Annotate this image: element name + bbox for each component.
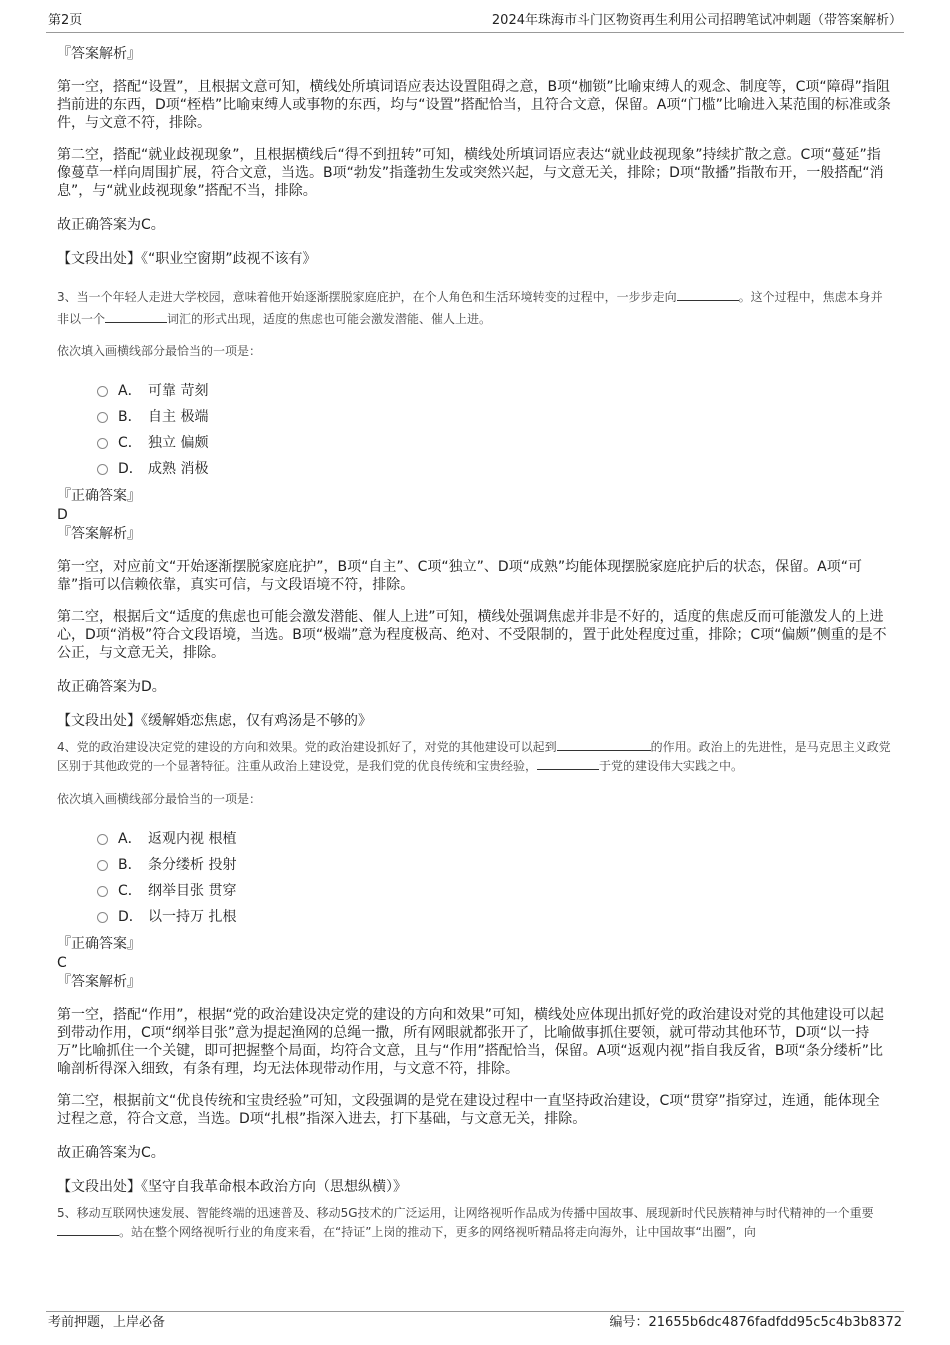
q2-source: 【文段出处】《“职业空窗期”歧视不该有》 [57, 251, 317, 267]
q3-analysis-label: 『答案解析』 [57, 526, 141, 542]
q3-option-d[interactable]: D． 成熟 消极 [97, 456, 892, 482]
q4-analysis-p1: 第一空，搭配“作用”，根据“党的政治建设决定党的建设的方向和效果”可知，横线处应体现出抓好党的政治建设对党的其他建设可以起到带动作用，C项“纲举目张”意为提起渔网的总绳一撒，所有网眼就都张开了，比喻做事抓住要领，就可带动其他环节，D项“以一持万”比喻抓住一个关键，即可把握整个局面，均符合文意，且与“作用”搭配恰当，保留。A项“返观内视”指自我反省，B项“条分缕析”比喻剖析得深入细致，有条有理，均无法体现带动作用，与文意不符，排除。 [57, 1007, 885, 1077]
q3-blank-1 [677, 288, 739, 301]
q4-answer: C [57, 955, 67, 971]
q3-answer-label: 『正确答案』 [57, 488, 141, 504]
q3-options [97, 378, 892, 482]
q3-prompt: 依次填入画横线部分最恰当的一项是： [57, 344, 262, 358]
q4-conclusion: 故正确答案为C。 [57, 1145, 165, 1161]
q3-option-a[interactable]: A． 可靠 苛刻 [97, 378, 892, 404]
page-number: 第2页 [48, 13, 83, 28]
q3-option-b[interactable]: B． 自主 极端 [97, 404, 892, 430]
radio-icon[interactable] [97, 886, 108, 897]
q3-analysis-p2: 第二空，根据后文“适度的焦虑也可能会激发潜能、催人上进”可知，横线处强调焦虑并非是不好的，适度的焦虑反而可能激发人的上进心，D项“消极”符合文段语境，当选。B项“极端”意为程度极高、绝对、不受限制的，置于此处程度过重，排除；C项“偏颇”侧重的是不公正，与文意无关，排除。 [57, 609, 887, 661]
q4-option-a[interactable]: A． 返观内视 根植 [97, 826, 892, 852]
q5-blank-1 [57, 1223, 119, 1236]
page-content [57, 44, 892, 1242]
q4-analysis-p2: 第二空，根据前文“优良传统和宝贵经验”可知，文段强调的是党在建设过程中一直坚持政治建设，C项“贯穿”指穿过，连通，能体现全过程之意，符合文意，当选。D项“扎根”指深入进去，打下基础，与文意无关，排除。 [57, 1093, 880, 1127]
q4-analysis-label: 『答案解析』 [57, 974, 141, 990]
q2-analysis-p2: 第二空，搭配“就业歧视现象”，且根据横线后“得不到扭转”可知，横线处所填词语应表达“就业歧视现象”持续扩散之意。C项“蔓延”指像蔓草一样向周围扩展，符合文意，当选。B项“勃发”指蓬勃生发或突然兴起，与文意无关，排除；D项“散播”指散布开，一般搭配“消息”，与“就业歧视现象”搭配不当，排除。 [57, 147, 884, 199]
q2-analysis-p1: 第一空，搭配“设置”，且根据文意可知，横线处所填词语应表达设置阻碍之意，B项“枷锁”比喻束缚人的观念、制度等，C项“障碍”指阻挡前进的东西，D项“桎梏”比喻束缚人或事物的东西，均与“设置”搭配恰当，且符合文意，保留。A项“门槛”比喻进入某范围的标准或条件，与文意不符，排除。 [57, 79, 891, 131]
page-header [46, 10, 904, 33]
q3-answer: D [57, 507, 68, 523]
q3-analysis-p1: 第一空，对应前文“开始逐渐摆脱家庭庇护”，B项“自主”、C项“独立”、D项“成熟”均能体现摆脱家庭庇护后的状态，保留。A项“可靠”指可以信赖依靠，真实可信，与文段语境不符，排除。 [57, 559, 863, 593]
radio-icon[interactable] [97, 860, 108, 871]
q3-stem: 3、当一个年轻人走进大学校园，意味着他开始逐渐摆脱家庭庇护，在个人角色和生活环境转变的过程中，一步步走向 。这个过程中，焦虑本身并非以一个 词汇的形式出现，适度的焦虑也可能会激发潜能、催人上进。 [57, 290, 883, 326]
radio-icon[interactable] [97, 412, 108, 423]
q3-blank-2 [105, 310, 167, 323]
q3-source: 【文段出处】《缓解婚恋焦虑，仅有鸡汤是不够的》 [57, 713, 372, 729]
q5-stem: 5、移动互联网快速发展、智能终端的迅速普及、移动5G技术的广泛运用，让网络视听作品成为传播中国故事、展现新时代民族精神与时代精神的一个重要。站在整个网络视听行业的角度来看，在“持证”上岗的推动下，更多的网络视听精品将走向海外，让中国故事“出圈”，向 [57, 1206, 874, 1239]
q2-analysis-label: 『答案解析』 [57, 46, 141, 62]
q4-option-b[interactable]: B． 条分缕析 投射 [97, 852, 892, 878]
q4-options [97, 826, 892, 930]
q4-stem: 4、党的政治建设决定党的建设的方向和效果。党的政治建设抓好了，对党的其他建设可以起到 的作用。政治上的先进性，是马克思主义政党区别于其他政党的一个显著特征。注重从政治上建设党，是我们党的优良传统和宝贵经验， 于党的建设伟大实践之中。 [57, 740, 891, 773]
document-title: 2024年珠海市斗门区物资再生利用公司招聘笔试冲刺题（带答案解析） [491, 13, 902, 28]
radio-icon[interactable] [97, 438, 108, 449]
radio-icon[interactable] [97, 464, 108, 475]
page-footer [46, 1311, 904, 1334]
q4-source: 【文段出处】《坚守自我革命根本政治方向（思想纵横）》 [57, 1179, 407, 1195]
footer-slogan: 考前押题，上岸必备 [48, 1315, 166, 1330]
q2-conclusion: 故正确答案为C。 [57, 217, 165, 233]
radio-icon[interactable] [97, 912, 108, 923]
q4-blank-1 [557, 738, 651, 751]
document-id: 编号：21655b6dc4876fadfdd95c5c4b3b8372 [609, 1315, 902, 1330]
q4-option-d[interactable]: D． 以一持万 扎根 [97, 904, 892, 930]
q4-option-c[interactable]: C． 纲举目张 贯穿 [97, 878, 892, 904]
q4-prompt: 依次填入画横线部分最恰当的一项是： [57, 792, 262, 806]
radio-icon[interactable] [97, 834, 108, 845]
q4-answer-label: 『正确答案』 [57, 936, 141, 952]
q4-blank-2 [537, 757, 599, 770]
q3-option-c[interactable]: C． 独立 偏颇 [97, 430, 892, 456]
radio-icon[interactable] [97, 386, 108, 397]
q3-conclusion: 故正确答案为D。 [57, 679, 166, 695]
